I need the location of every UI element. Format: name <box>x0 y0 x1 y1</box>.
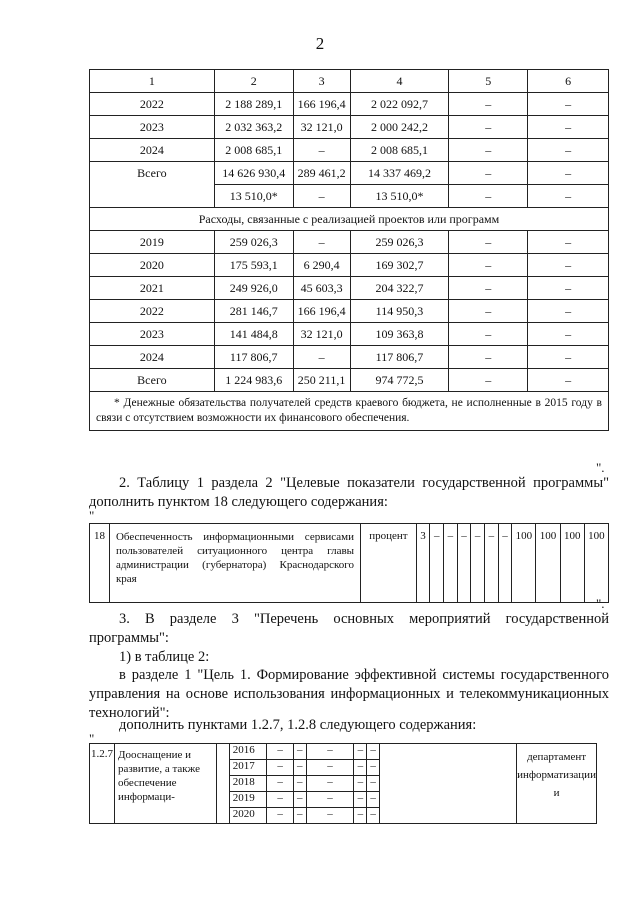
table-cell: 1 224 983,6 <box>214 369 293 392</box>
section-row <box>90 208 609 231</box>
blank-cell <box>217 744 230 824</box>
table-cell: 2 188 289,1 <box>214 93 293 116</box>
table-row <box>90 254 609 277</box>
opening-quote: " <box>89 508 95 523</box>
budget-table <box>89 69 609 431</box>
table-cell: – <box>449 346 528 369</box>
table-cell: 13 510,0* <box>350 185 449 208</box>
table-cell: 32 121,0 <box>293 323 350 346</box>
year-cell: 2020 <box>229 808 267 824</box>
dash-cell: – <box>293 776 306 792</box>
table-cell: 6 290,4 <box>293 254 350 277</box>
year-cell: 2019 <box>229 792 267 808</box>
table-cell: – <box>528 254 609 277</box>
paragraph-2: 2. Таблицу 1 раздела 2 "Целевые показатели государственной программы" дополнить пунктом 18 следующего содержания: <box>89 475 609 510</box>
header-cell: 1 <box>90 70 215 93</box>
table-row <box>90 277 609 300</box>
table-cell: 2024 <box>90 139 215 162</box>
table-row <box>90 300 609 323</box>
paragraph-3-1: 1) в таблице 2: <box>119 649 210 665</box>
table-cell: 2 008 685,1 <box>214 139 293 162</box>
indicator-row <box>90 524 609 603</box>
table-cell: – <box>449 369 528 392</box>
activity-row <box>90 744 597 760</box>
table-cell: – <box>449 139 528 162</box>
table-cell: 289 461,2 <box>293 162 350 185</box>
table-cell: 2022 <box>90 93 215 116</box>
table-cell: 2 008 685,1 <box>350 139 449 162</box>
year-cell: 2016 <box>229 744 267 760</box>
dash-cell: – <box>354 792 367 808</box>
indicator-value: – <box>444 524 458 603</box>
executor-cell: департамент информатизации и <box>517 744 597 824</box>
table-cell: 249 926,0 <box>214 277 293 300</box>
dash-cell: – <box>354 808 367 824</box>
table-cell: 2023 <box>90 323 215 346</box>
header-cell: 3 <box>293 70 350 93</box>
table-cell: 45 603,3 <box>293 277 350 300</box>
table-cell: – <box>528 231 609 254</box>
table-cell: 281 146,7 <box>214 300 293 323</box>
dash-cell: – <box>354 744 367 760</box>
table-cell: – <box>293 139 350 162</box>
table-cell: 166 196,4 <box>293 300 350 323</box>
dash-cell: – <box>306 744 354 760</box>
blank-cell <box>380 744 517 824</box>
dash-cell: – <box>354 776 367 792</box>
year-cell: 2018 <box>229 776 267 792</box>
indicator-number: 18 <box>90 524 110 603</box>
closing-quote: ". <box>596 596 605 611</box>
table-cell: – <box>449 93 528 116</box>
table-cell: – <box>528 116 609 139</box>
table-cell: – <box>449 185 528 208</box>
table-cell: 175 593,1 <box>214 254 293 277</box>
table-cell: 2 032 363,2 <box>214 116 293 139</box>
activity-number: 1.2.7 <box>90 744 115 824</box>
table-cell: 250 211,1 <box>293 369 350 392</box>
table-cell: 259 026,3 <box>350 231 449 254</box>
indicator-value: 100 <box>560 524 584 603</box>
header-cell: 4 <box>350 70 449 93</box>
table-cell: 166 196,4 <box>293 93 350 116</box>
table-cell: 259 026,3 <box>214 231 293 254</box>
closing-quote: ". <box>596 460 605 475</box>
indicator-name: Обеспеченность информационными сервисами пользователей ситуационного центра главы администрации (губернатора) Краснодарского края <box>109 524 360 603</box>
dash-cell: – <box>267 792 293 808</box>
section-title: Расходы, связанные с реализацией проектов или программ <box>90 208 609 231</box>
table-cell: – <box>293 346 350 369</box>
indicator-status: 3 <box>416 524 430 603</box>
dash-cell: – <box>367 808 380 824</box>
dash-cell: – <box>306 776 354 792</box>
table-cell: 14 337 469,2 <box>350 162 449 185</box>
dash-cell: – <box>367 744 380 760</box>
indicator-value: 100 <box>512 524 536 603</box>
indicator-value: – <box>471 524 485 603</box>
table-cell: – <box>528 277 609 300</box>
table-cell: – <box>528 346 609 369</box>
activities-table <box>89 743 597 824</box>
dash-cell: – <box>367 776 380 792</box>
table-cell: 2 022 092,7 <box>350 93 449 116</box>
dash-cell: – <box>267 776 293 792</box>
table-row <box>90 231 609 254</box>
table-cell: – <box>449 116 528 139</box>
paragraph-3-2: в разделе 1 "Цель 1. Формирование эффективной системы государственного управления на основе использования информационных и телекоммуникационных технологий": <box>89 667 609 721</box>
table-row <box>90 323 609 346</box>
table-cell: 974 772,5 <box>350 369 449 392</box>
opening-quote: " <box>89 731 95 746</box>
dash-cell: – <box>306 792 354 808</box>
table-cell: – <box>528 162 609 185</box>
table-cell: Всего <box>90 369 215 392</box>
dash-cell: – <box>293 760 306 776</box>
total-label: Всего <box>90 162 215 208</box>
dash-cell: – <box>293 808 306 824</box>
year-cell: 2017 <box>229 760 267 776</box>
dash-cell: – <box>267 744 293 760</box>
indicator-table <box>89 523 609 603</box>
table-cell: – <box>528 185 609 208</box>
indicator-value: 100 <box>536 524 560 603</box>
paragraph-3-3: дополнить пунктами 1.2.7, 1.2.8 следующего содержания: <box>119 717 477 733</box>
table-row-total <box>90 162 609 185</box>
dash-cell: – <box>306 760 354 776</box>
table-cell: – <box>449 277 528 300</box>
table-cell: – <box>449 254 528 277</box>
table-cell: 13 510,0* <box>214 185 293 208</box>
indicator-value: 100 <box>584 524 608 603</box>
dash-cell: – <box>293 792 306 808</box>
table-cell: – <box>293 185 350 208</box>
dash-cell: – <box>293 744 306 760</box>
table-row <box>90 139 609 162</box>
page-number: 2 <box>315 34 325 53</box>
table-cell: 109 363,8 <box>350 323 449 346</box>
table-cell: 32 121,0 <box>293 116 350 139</box>
dash-cell: – <box>306 808 354 824</box>
table-cell: 2 000 242,2 <box>350 116 449 139</box>
dash-cell: – <box>367 792 380 808</box>
table-cell: – <box>293 231 350 254</box>
table-header-row <box>90 70 609 93</box>
table-cell: 169 302,7 <box>350 254 449 277</box>
table-cell: – <box>528 93 609 116</box>
footnote: * Денежные обязательства получателей средств краевого бюджета, не исполненные в 2015 году в связи с отсутствием возможности их финансового обеспечения. <box>90 392 609 431</box>
table-cell: – <box>528 139 609 162</box>
activity-name: Дооснащение и развитие, а также обеспечение информаци- <box>114 744 216 824</box>
header-cell: 6 <box>528 70 609 93</box>
paragraph-3: 3. В разделе 3 "Перечень основных мероприятий государственной программы": <box>89 611 609 646</box>
table-row-total <box>90 369 609 392</box>
indicator-value: – <box>457 524 471 603</box>
table-cell: – <box>449 231 528 254</box>
table-cell: – <box>528 369 609 392</box>
table-cell: 204 322,7 <box>350 277 449 300</box>
table-cell: 141 484,8 <box>214 323 293 346</box>
table-cell: 2022 <box>90 300 215 323</box>
table-cell: 2019 <box>90 231 215 254</box>
table-cell: – <box>449 162 528 185</box>
table-cell: – <box>449 300 528 323</box>
dash-cell: – <box>267 808 293 824</box>
table-cell: – <box>528 323 609 346</box>
table-cell: 117 806,7 <box>214 346 293 369</box>
table-cell: – <box>449 323 528 346</box>
table-cell: 14 626 930,4 <box>214 162 293 185</box>
dash-cell: – <box>267 760 293 776</box>
table-cell: 114 950,3 <box>350 300 449 323</box>
indicator-value: – <box>485 524 499 603</box>
table-cell: 2021 <box>90 277 215 300</box>
dash-cell: – <box>367 760 380 776</box>
table-row <box>90 93 609 116</box>
indicator-unit: процент <box>361 524 417 603</box>
table-cell: 2023 <box>90 116 215 139</box>
table-cell: 2024 <box>90 346 215 369</box>
table-row <box>90 346 609 369</box>
table-row <box>90 116 609 139</box>
table-cell: 117 806,7 <box>350 346 449 369</box>
table-cell: 2020 <box>90 254 215 277</box>
indicator-value: – <box>430 524 444 603</box>
table-cell: – <box>528 300 609 323</box>
indicator-value: – <box>498 524 512 603</box>
footnote-row <box>90 392 609 431</box>
dash-cell: – <box>354 760 367 776</box>
header-cell: 2 <box>214 70 293 93</box>
header-cell: 5 <box>449 70 528 93</box>
